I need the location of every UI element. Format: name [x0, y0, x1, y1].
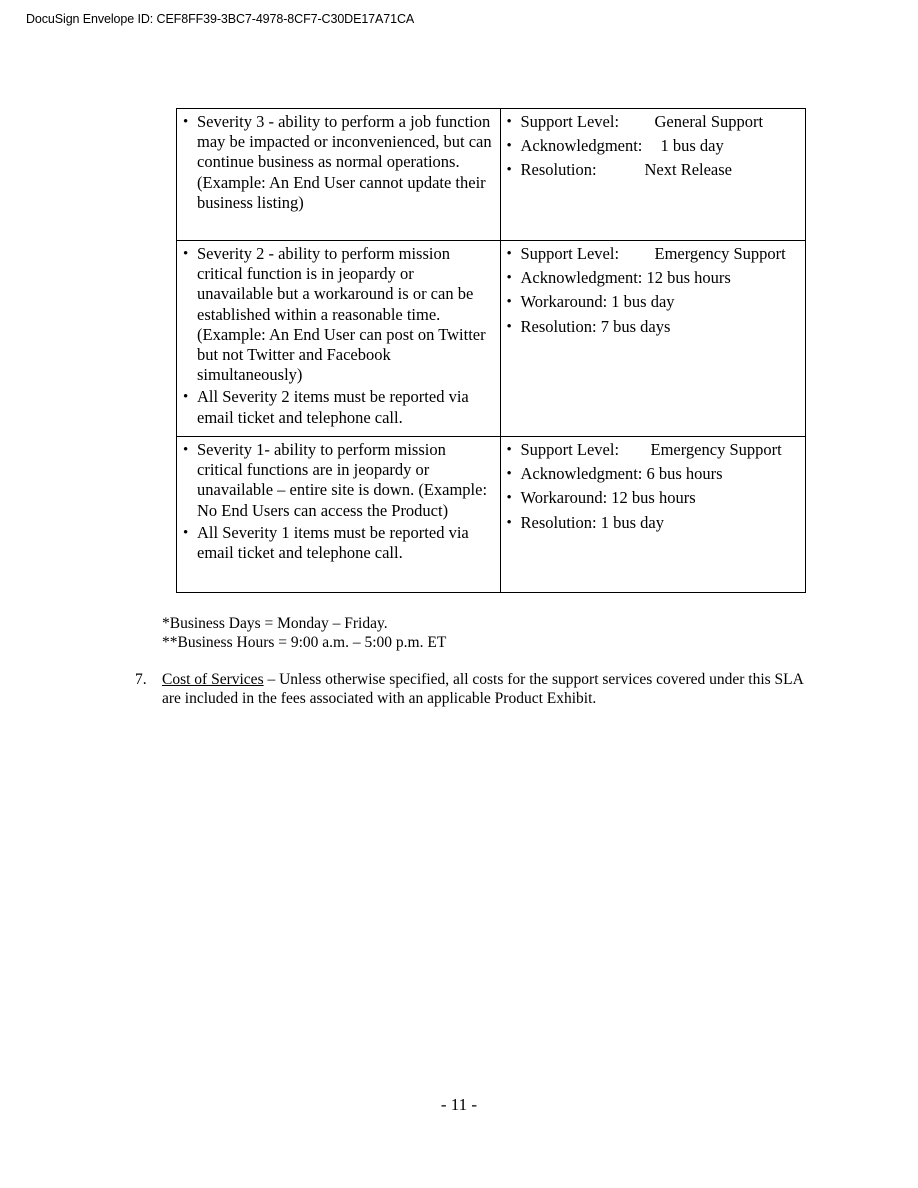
list-item [507, 244, 800, 264]
envelope-id: DocuSign Envelope ID: CEF8FF39-3BC7-4978-8CF7-C30DE17A71CA [26, 12, 415, 26]
resolution-value: Next Release [644, 160, 733, 180]
section-number: 7. [135, 671, 147, 688]
section-title: Cost of Services [162, 671, 264, 688]
list-item: • Workaround: 1 bus day [507, 292, 800, 312]
acknowledgment-label: Acknowledgment: [520, 136, 643, 156]
table-row [177, 109, 806, 241]
list-item: • Resolution: 1 bus day [507, 513, 800, 533]
list-item [507, 136, 800, 156]
list-item: • Severity 1- ability to perform mission critical functions are in jeopardy or unavailable – entire site is down. (Example: No End Users can access the Product) [183, 440, 494, 521]
list-item: • All Severity 2 items must be reported via email ticket and telephone call. [183, 387, 494, 427]
list-item: • Acknowledgment: 6 bus hours [507, 464, 800, 484]
severity-cell [177, 109, 501, 241]
severity-cell [177, 437, 501, 593]
severity-table [176, 108, 806, 593]
support-level-value: Emergency Support [650, 440, 782, 459]
support-cell [500, 241, 806, 437]
footnotes [162, 614, 446, 652]
business-hours-note: **Business Hours = 9:00 a.m. – 5:00 p.m. ET [162, 634, 447, 651]
section-body [162, 670, 815, 708]
page-number: - 11 - [440, 1095, 478, 1114]
support-level-value: General Support [654, 112, 764, 131]
list-item: • Acknowledgment: 12 bus hours [507, 268, 800, 288]
support-cell [500, 109, 806, 241]
support-cell [500, 437, 806, 593]
support-level-label: Support Level: [520, 440, 620, 459]
table-row [177, 241, 806, 437]
support-level-value: Emergency Support [654, 244, 786, 263]
support-level-label: Support Level: [520, 244, 620, 263]
list-item: • Workaround: 12 bus hours [507, 488, 800, 508]
list-item [507, 160, 800, 180]
resolution-label: Resolution: [520, 160, 597, 180]
list-item: • All Severity 1 items must be reported via email ticket and telephone call. [183, 523, 494, 563]
list-item: • Resolution: 7 bus days [507, 317, 800, 337]
section-7 [135, 670, 815, 708]
business-days-note: *Business Days = Monday – Friday. [162, 615, 388, 632]
severity-cell [177, 241, 501, 437]
list-item: • Severity 3 - ability to perform a job function may be impacted or inconvenienced, but can continue business as normal operations. (Example: An End User cannot update their business listing) [183, 112, 494, 213]
list-item: • Severity 2 - ability to perform mission critical function is in jeopardy or unavailable but a workaround is or can be established within a reasonable time. (Example: An End User can post on Twitter but not Twitter and Facebook simultaneously) [183, 244, 494, 385]
list-item [507, 112, 800, 132]
list-item [507, 440, 800, 460]
section-text: – Unless otherwise specified, all costs for the support services covered under this SLA are included in the fees associated with an applicable Product Exhibit. [162, 671, 803, 707]
support-level-label: Support Level: [520, 112, 620, 131]
table-row [177, 437, 806, 593]
acknowledgment-value: 1 bus day [660, 136, 724, 156]
